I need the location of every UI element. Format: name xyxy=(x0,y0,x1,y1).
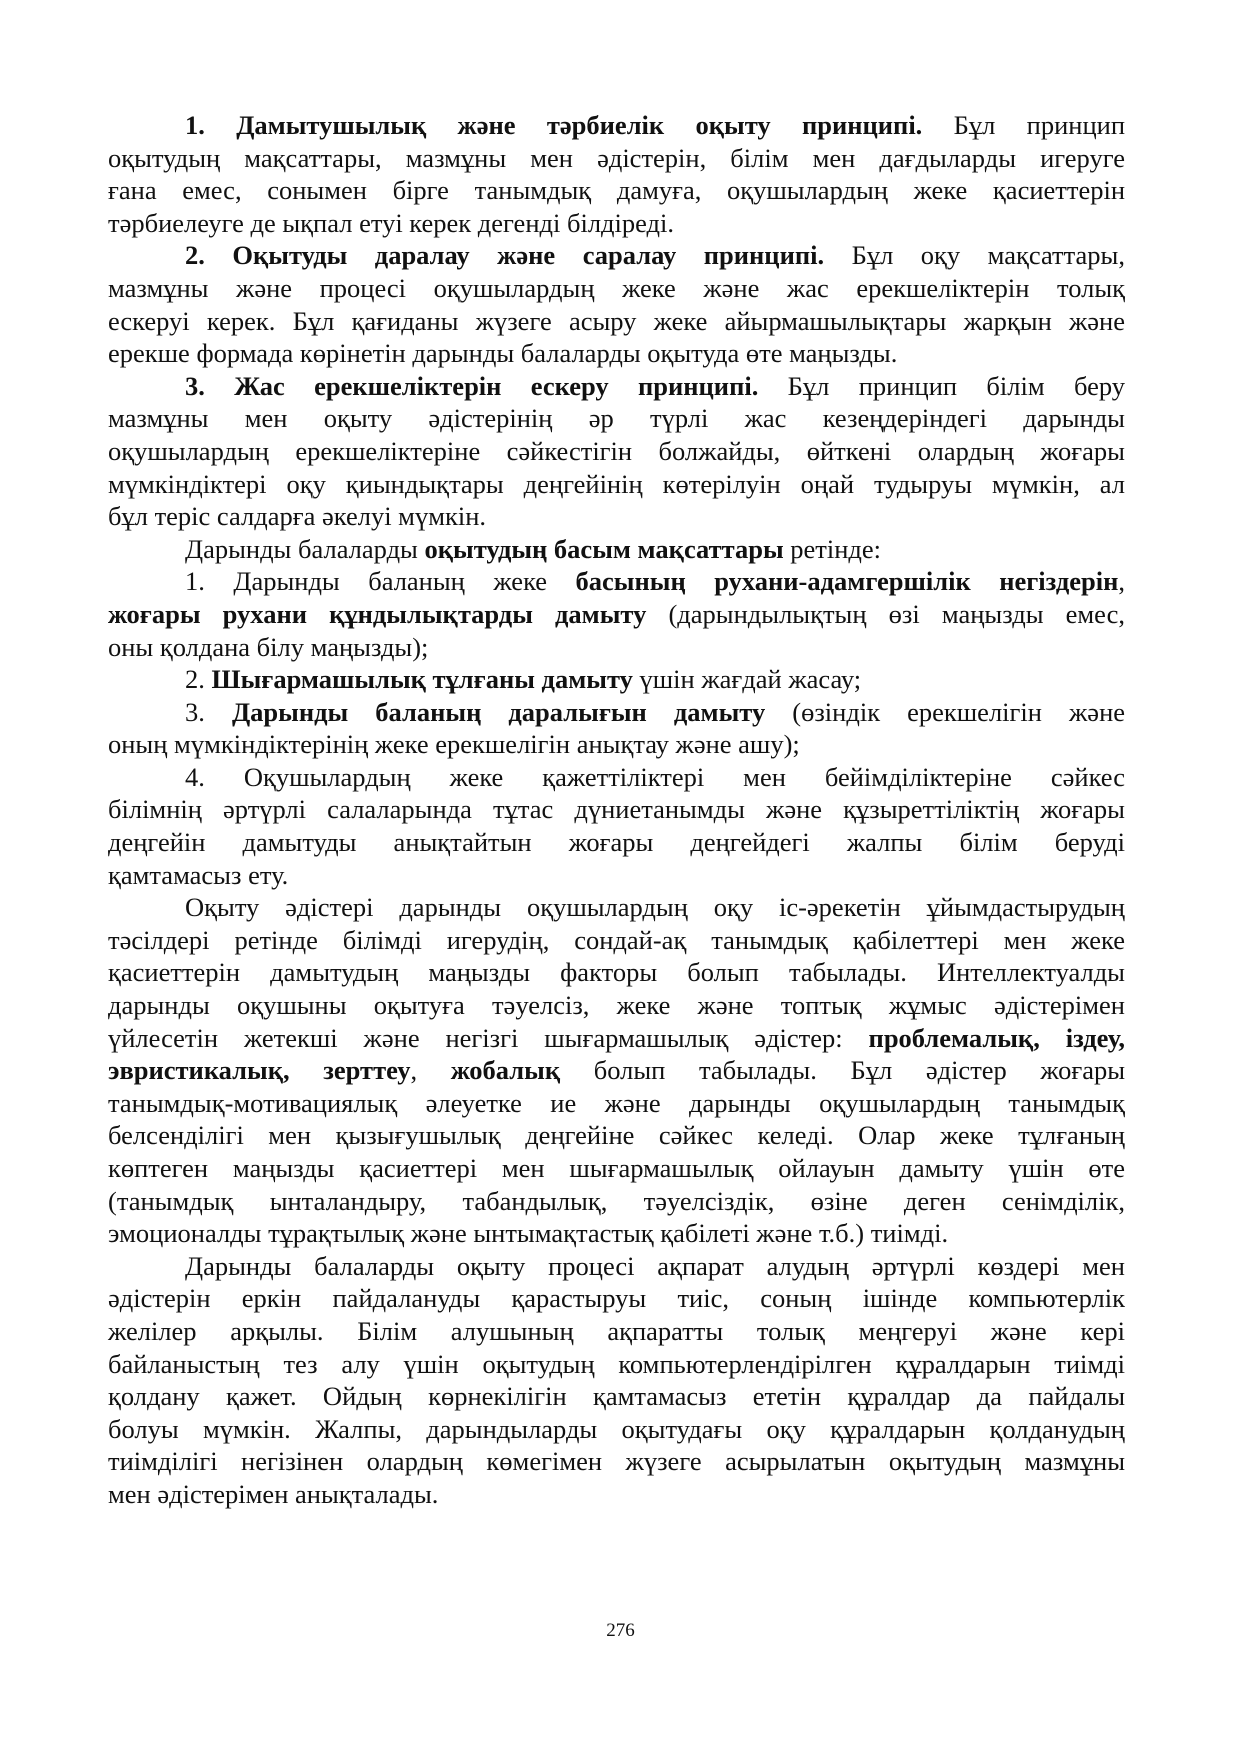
text-line xyxy=(108,207,1125,240)
text-run: қамтамасыз ету. xyxy=(108,859,289,890)
text-line xyxy=(108,500,1125,533)
text-run: әдістерін еркін пайдалануды қарастыруы тиіс, соның ішінде компьютерлік xyxy=(108,1283,1125,1314)
text-run: үшін жағдай жасау; xyxy=(632,664,862,695)
text-line xyxy=(108,631,1125,664)
text-line xyxy=(108,891,1125,924)
bold-text: проблемалық, іздеу, xyxy=(868,1022,1125,1053)
text-run: дарынды оқушыны оқытуға тәуелсіз, жеке және топтық жұмыс әдістерімен xyxy=(108,990,1125,1021)
text-line xyxy=(108,696,1125,729)
bold-text: Шығармашылық тұлғаны дамыту xyxy=(211,664,633,695)
text-run: деңгейін дамытуды анықтайтын жоғары деңгейдегі жалпы білім беруді xyxy=(108,827,1125,858)
text-run: ескеруі керек. Бұл қағиданы жүзеге асыру жеке айырмашылықтары жарқын және xyxy=(108,305,1125,336)
text-run: белсенділігі мен қызығушылық деңгейіне сәйкес келеді. Олар жеке тұлғаның xyxy=(108,1120,1125,1151)
text-line xyxy=(108,859,1125,892)
paragraph-principle-3 xyxy=(108,370,1125,533)
text-run: оқытудың мақсаттары, мазмұны мен әдістерін, білім мен дағдыларды игеруге xyxy=(108,142,1125,173)
text-run: (дарындылықтың өзі маңызды емес, xyxy=(646,598,1125,629)
text-line xyxy=(108,533,1125,566)
body-text xyxy=(108,109,1125,1511)
text-line xyxy=(108,435,1125,468)
text-run: , xyxy=(410,1055,451,1086)
text-line xyxy=(108,337,1125,370)
text-run: үйлесетін жетекші және негізгі шығармашылық әдістер: xyxy=(108,1022,869,1053)
text-run: болып табылады. Бұл әдістер жоғары xyxy=(560,1055,1126,1086)
text-line xyxy=(108,1413,1125,1446)
bold-text: Дарынды баланың даралығын дамыту xyxy=(231,696,766,727)
text-run: , xyxy=(1118,566,1125,597)
text-line xyxy=(108,272,1125,305)
bold-text: жоғары рухани құндылықтарды дамыту xyxy=(108,598,647,629)
text-line xyxy=(108,239,1125,272)
text-line xyxy=(108,109,1125,142)
text-run: оны қолдана білу маңызды); xyxy=(108,631,429,662)
bold-text: эвристикалық, зерттеу xyxy=(108,1055,411,1086)
text-run: Бұл принцип білім беру xyxy=(758,370,1125,401)
page-number: 276 xyxy=(606,1620,635,1641)
text-run: 1. Дарынды баланың жеке xyxy=(185,566,576,597)
text-run: қолдану қажет. Ойдың көрнекілігін қамтамасыз ететін құралдар да пайдалы xyxy=(108,1381,1125,1412)
text-run: мазмұны мен оқыту әдістерінің әр түрлі жас кезеңдеріндегі дарынды xyxy=(108,403,1125,434)
text-line xyxy=(108,793,1125,826)
text-line xyxy=(108,402,1125,435)
text-run: білімнің әртүрлі салаларында тұтас дүниетанымды және құзыреттіліктің жоғары xyxy=(108,794,1125,825)
text-run: Оқыту әдістері дарынды оқушылардың оқу іс-әрекетін ұйымдастырудың xyxy=(185,892,1125,923)
text-run: оқушылардың ерекшеліктеріне сәйкестігін болжайды, өйткені олардың жоғары xyxy=(108,435,1125,466)
text-line xyxy=(108,956,1125,989)
text-line xyxy=(108,1445,1125,1478)
paragraph-goal-4 xyxy=(108,761,1125,891)
text-line xyxy=(108,1478,1125,1511)
text-line xyxy=(108,1119,1125,1152)
paragraph-process xyxy=(108,1250,1125,1511)
text-run: тиімділігі негізінен олардың көмегімен жүзеге асырылатын оқытудың мазмұны xyxy=(108,1446,1125,1477)
paragraph-goal-1 xyxy=(108,565,1125,663)
text-line xyxy=(108,1185,1125,1218)
text-run: мен әдістерімен анықталады. xyxy=(108,1478,439,1509)
text-run: тәсілдері ретінде білімді игерудің, сондай-ақ танымдық қабілеттері мен жеке xyxy=(108,924,1125,955)
text-run: тәрбиелеуге де ықпал етуі керек дегенді білдіреді. xyxy=(108,207,675,238)
text-line xyxy=(108,174,1125,207)
paragraph-goals-intro xyxy=(108,533,1125,566)
text-run: (өзіндік ерекшелігін және xyxy=(765,696,1126,727)
text-run: мүмкіндіктері оқу қиындықтары деңгейінің көтерілуін оңай тудыруы мүмкін, ал xyxy=(108,468,1125,499)
text-line xyxy=(108,1217,1125,1250)
text-run: 4. Оқушылардың жеке қажеттіліктері мен бейімділіктеріне сәйкес xyxy=(185,761,1125,792)
paragraph-principle-1 xyxy=(108,109,1125,239)
text-line xyxy=(108,728,1125,761)
text-run: эмоционалды тұрақтылық және ынтымақтастық қабілеті және т.б.) тиімді. xyxy=(108,1218,949,1249)
text-run: Дарынды балаларды оқыту процесі ақпарат алудың әртүрлі көздері мен xyxy=(185,1250,1125,1281)
bold-text: басының рухани-адамгершілік негіздерін xyxy=(575,566,1119,597)
text-run: желілер арқылы. Білім алушының ақпаратты толық меңгеруі және кері xyxy=(108,1315,1125,1346)
text-run: ретінде: xyxy=(783,533,882,564)
text-line xyxy=(108,1152,1125,1185)
text-line xyxy=(108,761,1125,794)
bold-text: оқытудың басым мақсаттары xyxy=(424,533,784,564)
text-run: 3. xyxy=(185,696,232,727)
text-run: (танымдық ынталандыру, табандылық, тәуелсіздік, өзіне деген сенімділік, xyxy=(108,1185,1125,1216)
text-line xyxy=(108,1282,1125,1315)
text-line xyxy=(108,468,1125,501)
text-run: ғана емес, сонымен бірге танымдық дамуға, оқушылардың жеке қасиеттерін xyxy=(108,175,1125,206)
text-run: танымдық-мотивациялық әлеуетке ие және дарынды оқушылардың танымдық xyxy=(108,1087,1125,1118)
paragraph-principle-2 xyxy=(108,239,1125,369)
paragraph-methods xyxy=(108,891,1125,1250)
text-run: байланыстың тез алу үшін оқытудың компьютерлендірілген құралдарын тиімді xyxy=(108,1348,1125,1379)
text-run: болуы мүмкін. Жалпы, дарындыларды оқытудағы оқу құралдарын қолданудың xyxy=(108,1413,1125,1444)
text-line xyxy=(108,1054,1125,1087)
text-run: Бұл оқу мақсаттары, xyxy=(824,240,1125,271)
text-run: оның мүмкіндіктерінің жеке ерекшелігін анықтау және ашу); xyxy=(108,729,800,760)
text-line xyxy=(108,663,1125,696)
text-line xyxy=(108,370,1125,403)
paragraph-goal-3 xyxy=(108,696,1125,761)
text-line xyxy=(108,305,1125,338)
text-line xyxy=(108,1022,1125,1055)
bold-text: 1. Дамытушылық және тәрбиелік оқыту принципі. xyxy=(185,110,923,140)
text-line xyxy=(108,924,1125,957)
text-line xyxy=(108,1250,1125,1283)
text-run: ерекше формада көрінетін дарынды балаларды оқытуда өте маңызды. xyxy=(108,338,898,369)
text-line xyxy=(108,1315,1125,1348)
text-run: бұл теріс салдарға әкелуі мүмкін. xyxy=(108,501,487,532)
paragraph-goal-2 xyxy=(108,663,1125,696)
text-line xyxy=(108,598,1125,631)
bold-text: 3. Жас ерекшеліктерін ескеру принципі. xyxy=(185,370,759,401)
text-line xyxy=(108,1087,1125,1120)
bold-text: 2. Оқытуды даралау және саралау принципі. xyxy=(185,240,825,271)
text-line xyxy=(108,142,1125,175)
text-line xyxy=(108,1380,1125,1413)
text-line xyxy=(108,565,1125,598)
text-run: Бұл принцип xyxy=(922,110,1125,140)
text-run: Дарынды балаларды xyxy=(185,533,425,564)
text-run: қасиеттерін дамытудың маңызды факторы болып табылады. Интеллектуалды xyxy=(108,957,1125,988)
text-run: мазмұны және процесі оқушылардың жеке және жас ерекшеліктерін толық xyxy=(108,272,1125,303)
bold-text: жобалық xyxy=(450,1055,561,1086)
text-line xyxy=(108,1348,1125,1381)
text-run: көптеген маңызды қасиеттері мен шығармашылық ойлауын дамыту үшін өте xyxy=(108,1153,1125,1183)
text-run: 2. xyxy=(185,664,212,695)
text-line xyxy=(108,989,1125,1022)
text-line xyxy=(108,826,1125,859)
